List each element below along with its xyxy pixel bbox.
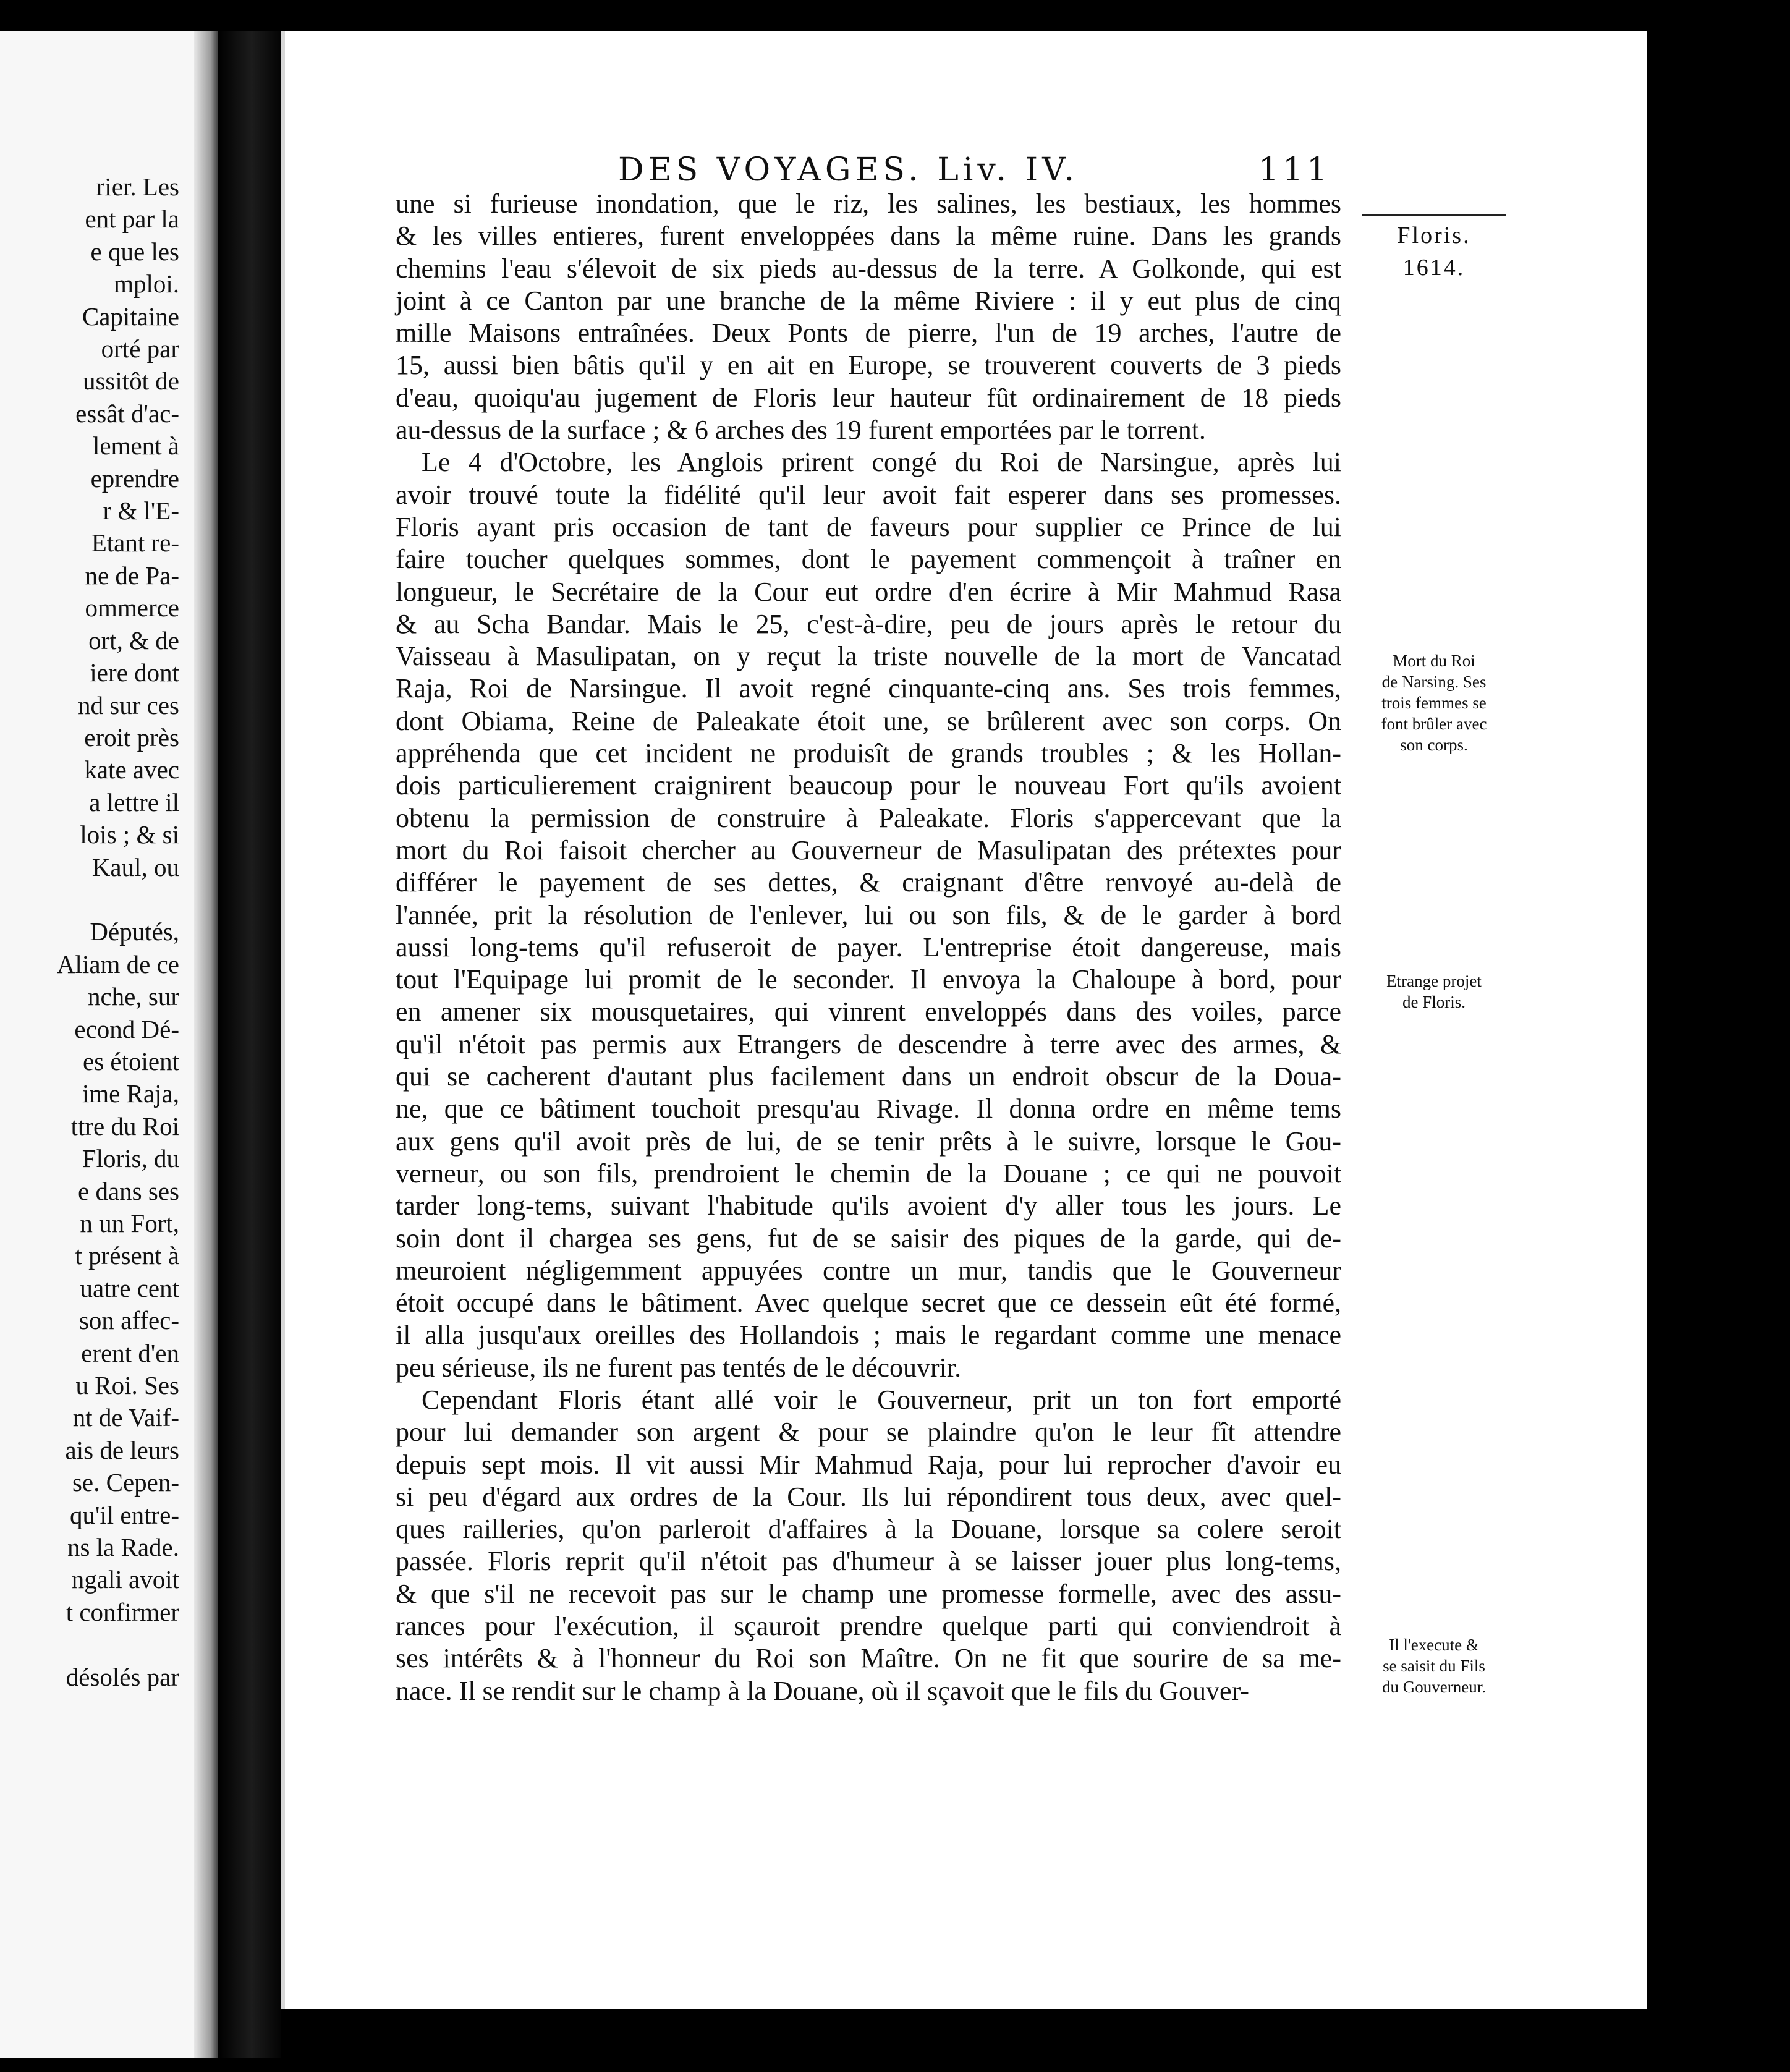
text-line: 15, aussi bien bâtis qu'il y en ait en Europe, se trouverent couverts de 3 pieds [396, 350, 1341, 381]
text-line: dont Obiama, Reine de Paleakate étoit une, se brûlerent avec son corps. On [396, 705, 1341, 736]
facing-text-line: Kaul, ou [91, 852, 179, 881]
margin-note-line: de Floris. [1402, 993, 1466, 1011]
margin-note-line: font brûler avec [1381, 715, 1487, 733]
margin-name: Floris. [1397, 223, 1471, 248]
facing-text-line: nd sur ces [78, 690, 179, 720]
facing-text-line: lement à [92, 431, 179, 461]
facing-text-line: son affec- [78, 1306, 179, 1335]
facing-text-line: nt de Vaif- [72, 1403, 179, 1432]
text-line: il alla jusqu'aux oreilles des Hollandois ; mais le regardant comme une menace [396, 1320, 1341, 1351]
facing-text-line: uatre cent [80, 1273, 179, 1302]
facing-text-line: ort, & de [88, 626, 179, 655]
text-line: si peu d'égard aux ordres de la Cour. Ils lui répondirent tous deux, avec quel- [396, 1481, 1341, 1512]
facing-text-line: ns la Rade. [67, 1533, 179, 1562]
text-line: & que s'il ne recevoit pas sur le champ une promesse formelle, avec des assu- [396, 1578, 1341, 1609]
facing-text-line: nche, sur [87, 982, 179, 1011]
scan-bottom-edge [281, 2009, 1647, 2072]
facing-text-line: e dans ses [78, 1176, 179, 1205]
margin-note-execution [1347, 1634, 1521, 1697]
text-line: & les villes entieres, furent enveloppées dans la même ruine. Dans les grands [396, 221, 1341, 252]
text-line: aussi long-tems qu'il refuseroit de payer. L'entreprise étoit dangereuse, mais [396, 932, 1341, 962]
facing-text-line: Etant re- [91, 529, 179, 558]
facing-text-line: Capitaine [82, 302, 179, 331]
facing-text-line: ngali avoit [71, 1565, 179, 1594]
facing-page-text [0, 171, 179, 1693]
text-line: nace. Il se rendit sur le champ à la Douane, où il sçavoit que le fils du Gouver- [396, 1675, 1249, 1706]
text-line: avoir trouvé toute la fidélité qu'il leur avoit fait esperer dans ses promesses. [396, 479, 1341, 510]
text-line: une si furieuse inondation, que le riz, les salines, les bestiaux, les hommes [396, 189, 1341, 219]
text-line: depuis sept mois. Il vit aussi Mir Mahmud Raja, pour lui reprocher d'avoir eu [396, 1449, 1341, 1480]
facing-text-line: ent par la [85, 205, 179, 234]
margin-note-line: trois femmes se [1381, 694, 1487, 712]
facing-text-line: Députés, [90, 917, 179, 946]
text-line: mille Maisons entraînées. Deux Ponts de pierre, l'un de 19 arches, l'autre de [396, 318, 1341, 349]
facing-text-line: ais de leurs [65, 1435, 179, 1464]
facing-text-line: ussitôt de [82, 367, 179, 396]
text-line: mort du Roi faisoit chercher au Gouverneur de Masulipatan des prétextes pour [396, 834, 1341, 865]
text-line: l'année, prit la résolution de l'enlever, lui ou son fils, & de le garder à bord [396, 899, 1341, 930]
text-line: faire toucher quelques sommes, dont le payement commençoit à traîner en [396, 544, 1341, 575]
text-line: Floris ayant pris occasion de tant de faveurs pour supplier ce Prince de lui [396, 511, 1341, 542]
facing-text-line: n un Fort, [80, 1208, 179, 1238]
facing-text-line: r & l'E- [103, 496, 179, 525]
running-head: DES VOYAGES. Liv. IV. [618, 151, 1079, 189]
facing-text-line: a lettre il [89, 788, 179, 817]
text-line: pour lui demander son argent & pour se plaindre qu'on le leur fît attendre [396, 1417, 1341, 1448]
text-line: rances pour l'exécution, il sçauroit prendre quelque parti qui conviendroit à [396, 1611, 1341, 1642]
text-line: d'eau, quoiqu'au jugement de Floris leur hauteur fût ordinairement de 18 pieds [396, 382, 1341, 413]
book-gutter [194, 31, 218, 2058]
text-line: meuroient négligemment appuyées contre un mur, tandis que le Gouverneur [396, 1255, 1341, 1286]
facing-text-line: rier. Les [96, 172, 179, 201]
margin-note-strange-project [1347, 970, 1521, 1013]
text-line: dois particulierement craignirent beaucoup pour le nouveau Fort qu'ils avoient [396, 770, 1341, 801]
facing-text-line: orté par [101, 334, 179, 363]
facing-page-left [0, 31, 218, 2058]
facing-text-line: e que les [90, 237, 179, 266]
margin-note-line: Il l'execute & [1389, 1636, 1479, 1654]
facing-text-line: erent d'en [81, 1338, 179, 1367]
margin-note-line: de Narsing. Ses [1381, 673, 1487, 691]
facing-text-line: eprendre [90, 464, 179, 493]
text-line: Le 4 d'Octobre, les Anglois prirent congé du Roi de Narsingue, après lui [422, 447, 1341, 478]
margin-note-line: du Gouverneur. [1382, 1678, 1486, 1696]
facing-text-line: eroit près [84, 723, 179, 752]
text-line: obtenu la permission de construire à Paleakate. Floris s'appercevant que la [396, 802, 1341, 833]
text-line: Cependant Floris étant allé voir le Gouverneur, prit un ton fort emporté [422, 1384, 1341, 1415]
facing-text-line: econd Dé- [74, 1014, 179, 1043]
facing-text-line: kate avec [84, 755, 179, 784]
facing-text-line: Floris, du [82, 1144, 179, 1173]
page-number: 111 [1258, 151, 1331, 189]
text-line: qu'il n'étoit pas permis aux Etrangers de descendre à terre avec des armes, & [396, 1029, 1341, 1059]
text-line: au-dessus de la surface ; & 6 arches des 19 furent emportées par le torrent. [396, 415, 1206, 446]
facing-text-line: t présent à [75, 1241, 179, 1270]
text-line: longueur, le Secrétaire de la Cour eut ordre d'en écrire à Mir Mahmud Rasa [396, 576, 1341, 607]
text-line: qui se cacherent d'autant plus facilement dans un endroit obscur de la Doua- [396, 1061, 1341, 1092]
facing-text-line: se. Cepen- [72, 1468, 179, 1497]
text-line: en amener six mousquetaires, qui vinrent enveloppés dans des voiles, parce [396, 996, 1341, 1027]
facing-text-line: ttre du Roi [70, 1111, 179, 1140]
facing-text-line: u Roi. Ses [75, 1371, 179, 1400]
binding-shadow [218, 31, 286, 2058]
text-line: ses intérêts & à l'honneur du Roi son Maître. On ne fit que sourire de sa me- [396, 1643, 1341, 1674]
facing-text-line: Aliam de ce [56, 949, 179, 979]
facing-text-line: es étoient [83, 1047, 179, 1076]
text-line: chemins l'eau s'élevoit de six pieds au-dessus de la terre. A Golkonde, qui est [396, 253, 1341, 284]
facing-text-line: ne de Pa- [85, 561, 179, 590]
text-line: appréhenda que cet incident ne produisît de grands troubles ; & les Hollan- [396, 738, 1341, 769]
text-line: peu sérieuse, ils ne furent pas tentés de le découvrir. [396, 1352, 962, 1383]
margin-note-line: se saisit du Fils [1383, 1657, 1485, 1675]
text-line: différer le payement de ses dettes, & craignant d'être renvoyé au-delà de [396, 867, 1341, 898]
margin-rule [1362, 214, 1506, 216]
main-text [396, 188, 1341, 1707]
text-line: Vaisseau à Masulipatan, on y reçut la triste nouvelle de la mort de Vancatad [396, 641, 1341, 672]
facing-text-line: essât d'ac- [75, 399, 179, 428]
facing-text-line: t confirmer [66, 1597, 179, 1626]
facing-text-line: ime Raja, [82, 1079, 179, 1108]
facing-text-line: ommerce [85, 593, 179, 622]
facing-text-line: iere dont [90, 658, 179, 687]
text-line: verneur, ou son fils, prendroient le chemin de la Douane ; ce qui ne pouvoit [396, 1158, 1341, 1189]
text-line: & au Scha Bandar. Mais le 25, c'est-à-dire, peu de jours après le retour du [396, 608, 1341, 639]
margin-note-line: Etrange projet [1386, 972, 1482, 990]
facing-text-line: mploi. [114, 270, 179, 299]
text-line: ques railleries, qu'on parleroit d'affaires à la Douane, lorsque sa colere seroit [396, 1514, 1341, 1545]
text-line: tarder long-tems, suivant l'habitude qu'ils avoient d'y aller tous les jours. Le [396, 1191, 1341, 1221]
margin-note-death-of-king [1347, 650, 1521, 755]
facing-text-line: lois ; & si [80, 820, 179, 849]
text-line: ne, que ce bâtiment touchoit presqu'au Rivage. Il donna ordre en même tems [396, 1093, 1341, 1124]
facing-text-line [0, 1628, 179, 1660]
facing-text-line: désolés par [66, 1662, 179, 1691]
margin-note-line: Mort du Roi [1393, 652, 1475, 670]
text-line: aux gens qu'il avoit près de lui, de se tenir prêts à le suivre, lorsque le Gou- [396, 1126, 1341, 1157]
text-line: Raja, Roi de Narsingue. Il avoit regné cinquante-cinq ans. Ses trois femmes, [396, 673, 1341, 704]
text-line: joint à ce Canton par une branche de la même Riviere : il y eut plus de cinq [396, 285, 1341, 316]
margin-note-line: son corps. [1400, 736, 1468, 754]
margin-year: 1614. [1402, 255, 1466, 281]
text-line: passée. Floris reprit qu'il n'étoit pas d'humeur à se laisser jouer plus long-tems, [396, 1546, 1341, 1577]
text-line: tout l'Equipage lui promit de le seconder. Il envoya la Chaloupe à bord, pour [396, 964, 1341, 995]
margin-heading [1362, 219, 1506, 284]
facing-text-line [0, 883, 179, 915]
facing-text-line: qu'il entre- [69, 1500, 179, 1529]
text-line: étoit occupé dans le bâtiment. Avec quelque secret que ce dessein eût été formé, [396, 1288, 1341, 1318]
text-line: soin dont il chargea ses gens, fut de se saisir des piques de la garde, qui de- [396, 1223, 1341, 1254]
